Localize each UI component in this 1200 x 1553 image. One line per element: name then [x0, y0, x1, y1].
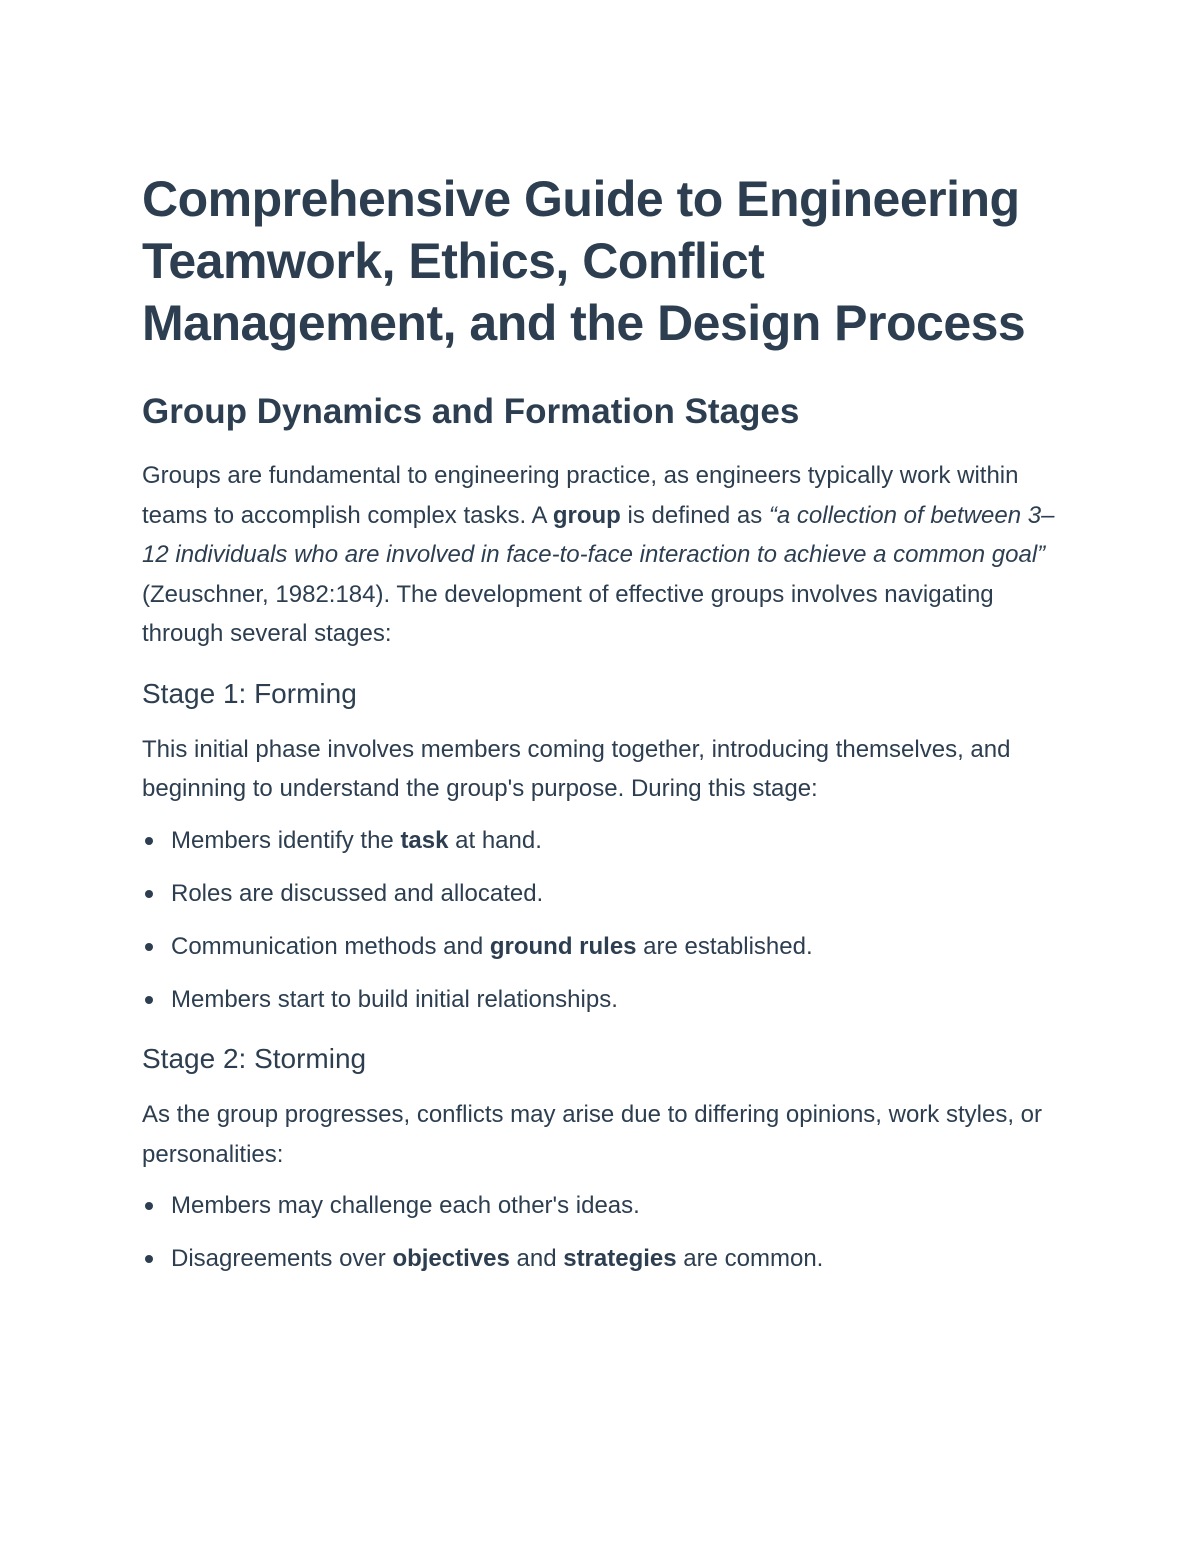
document-title: Comprehensive Guide to Engineering Teamwork, Ethics, Conflict Management, and the Design Process [142, 171, 1026, 351]
stage2-heading: Stage 2: Storming [142, 1043, 367, 1074]
bullet-icon [145, 890, 153, 898]
list-item: Roles are discussed and allocated. [142, 874, 1062, 914]
bullet-icon [145, 837, 153, 845]
bullet-icon [145, 943, 153, 951]
document-page [142, 168, 1062, 1279]
bullet-icon [145, 996, 153, 1004]
intro-paragraph: Groups are fundamental to engineering practice, as engineers typically work within teams to accomplish complex tasks. A group is defined as “a collection of between 3–12 individuals who are involved in face-to-face interaction to achieve a common goal” (Zeuschner, 1982:184). The development of effective groups involves navigating through several stages: [142, 462, 1055, 647]
stage1-heading: Stage 1: Forming [142, 677, 357, 709]
section-heading: Group Dynamics and Formation Stages [142, 392, 800, 431]
list-item: Members start to build initial relationships. [142, 980, 1062, 1020]
stage1-list [142, 821, 1062, 1020]
list-item: Members identify the task at hand. [142, 821, 1062, 861]
group-definition-quote: “a collection of between 3–12 individuals who are involved in face-to-face interaction to achieve a common goal” [142, 501, 1055, 568]
list-item: Members may challenge each other's ideas. [142, 1186, 1062, 1226]
stage2-list [142, 1186, 1062, 1279]
bullet-icon [145, 1202, 153, 1210]
list-item: Disagreements over objectives and strategies are common. [142, 1239, 1062, 1279]
stage2-description: As the group progresses, conflicts may arise due to differing opinions, work styles, or personalities: [142, 1101, 1042, 1168]
stage1-description: This initial phase involves members coming together, introducing themselves, and beginning to understand the group's purpose. During this stage: [142, 735, 1011, 802]
group-term: group [552, 501, 621, 529]
bullet-icon [145, 1255, 153, 1263]
list-item: Communication methods and ground rules are established. [142, 927, 1062, 967]
